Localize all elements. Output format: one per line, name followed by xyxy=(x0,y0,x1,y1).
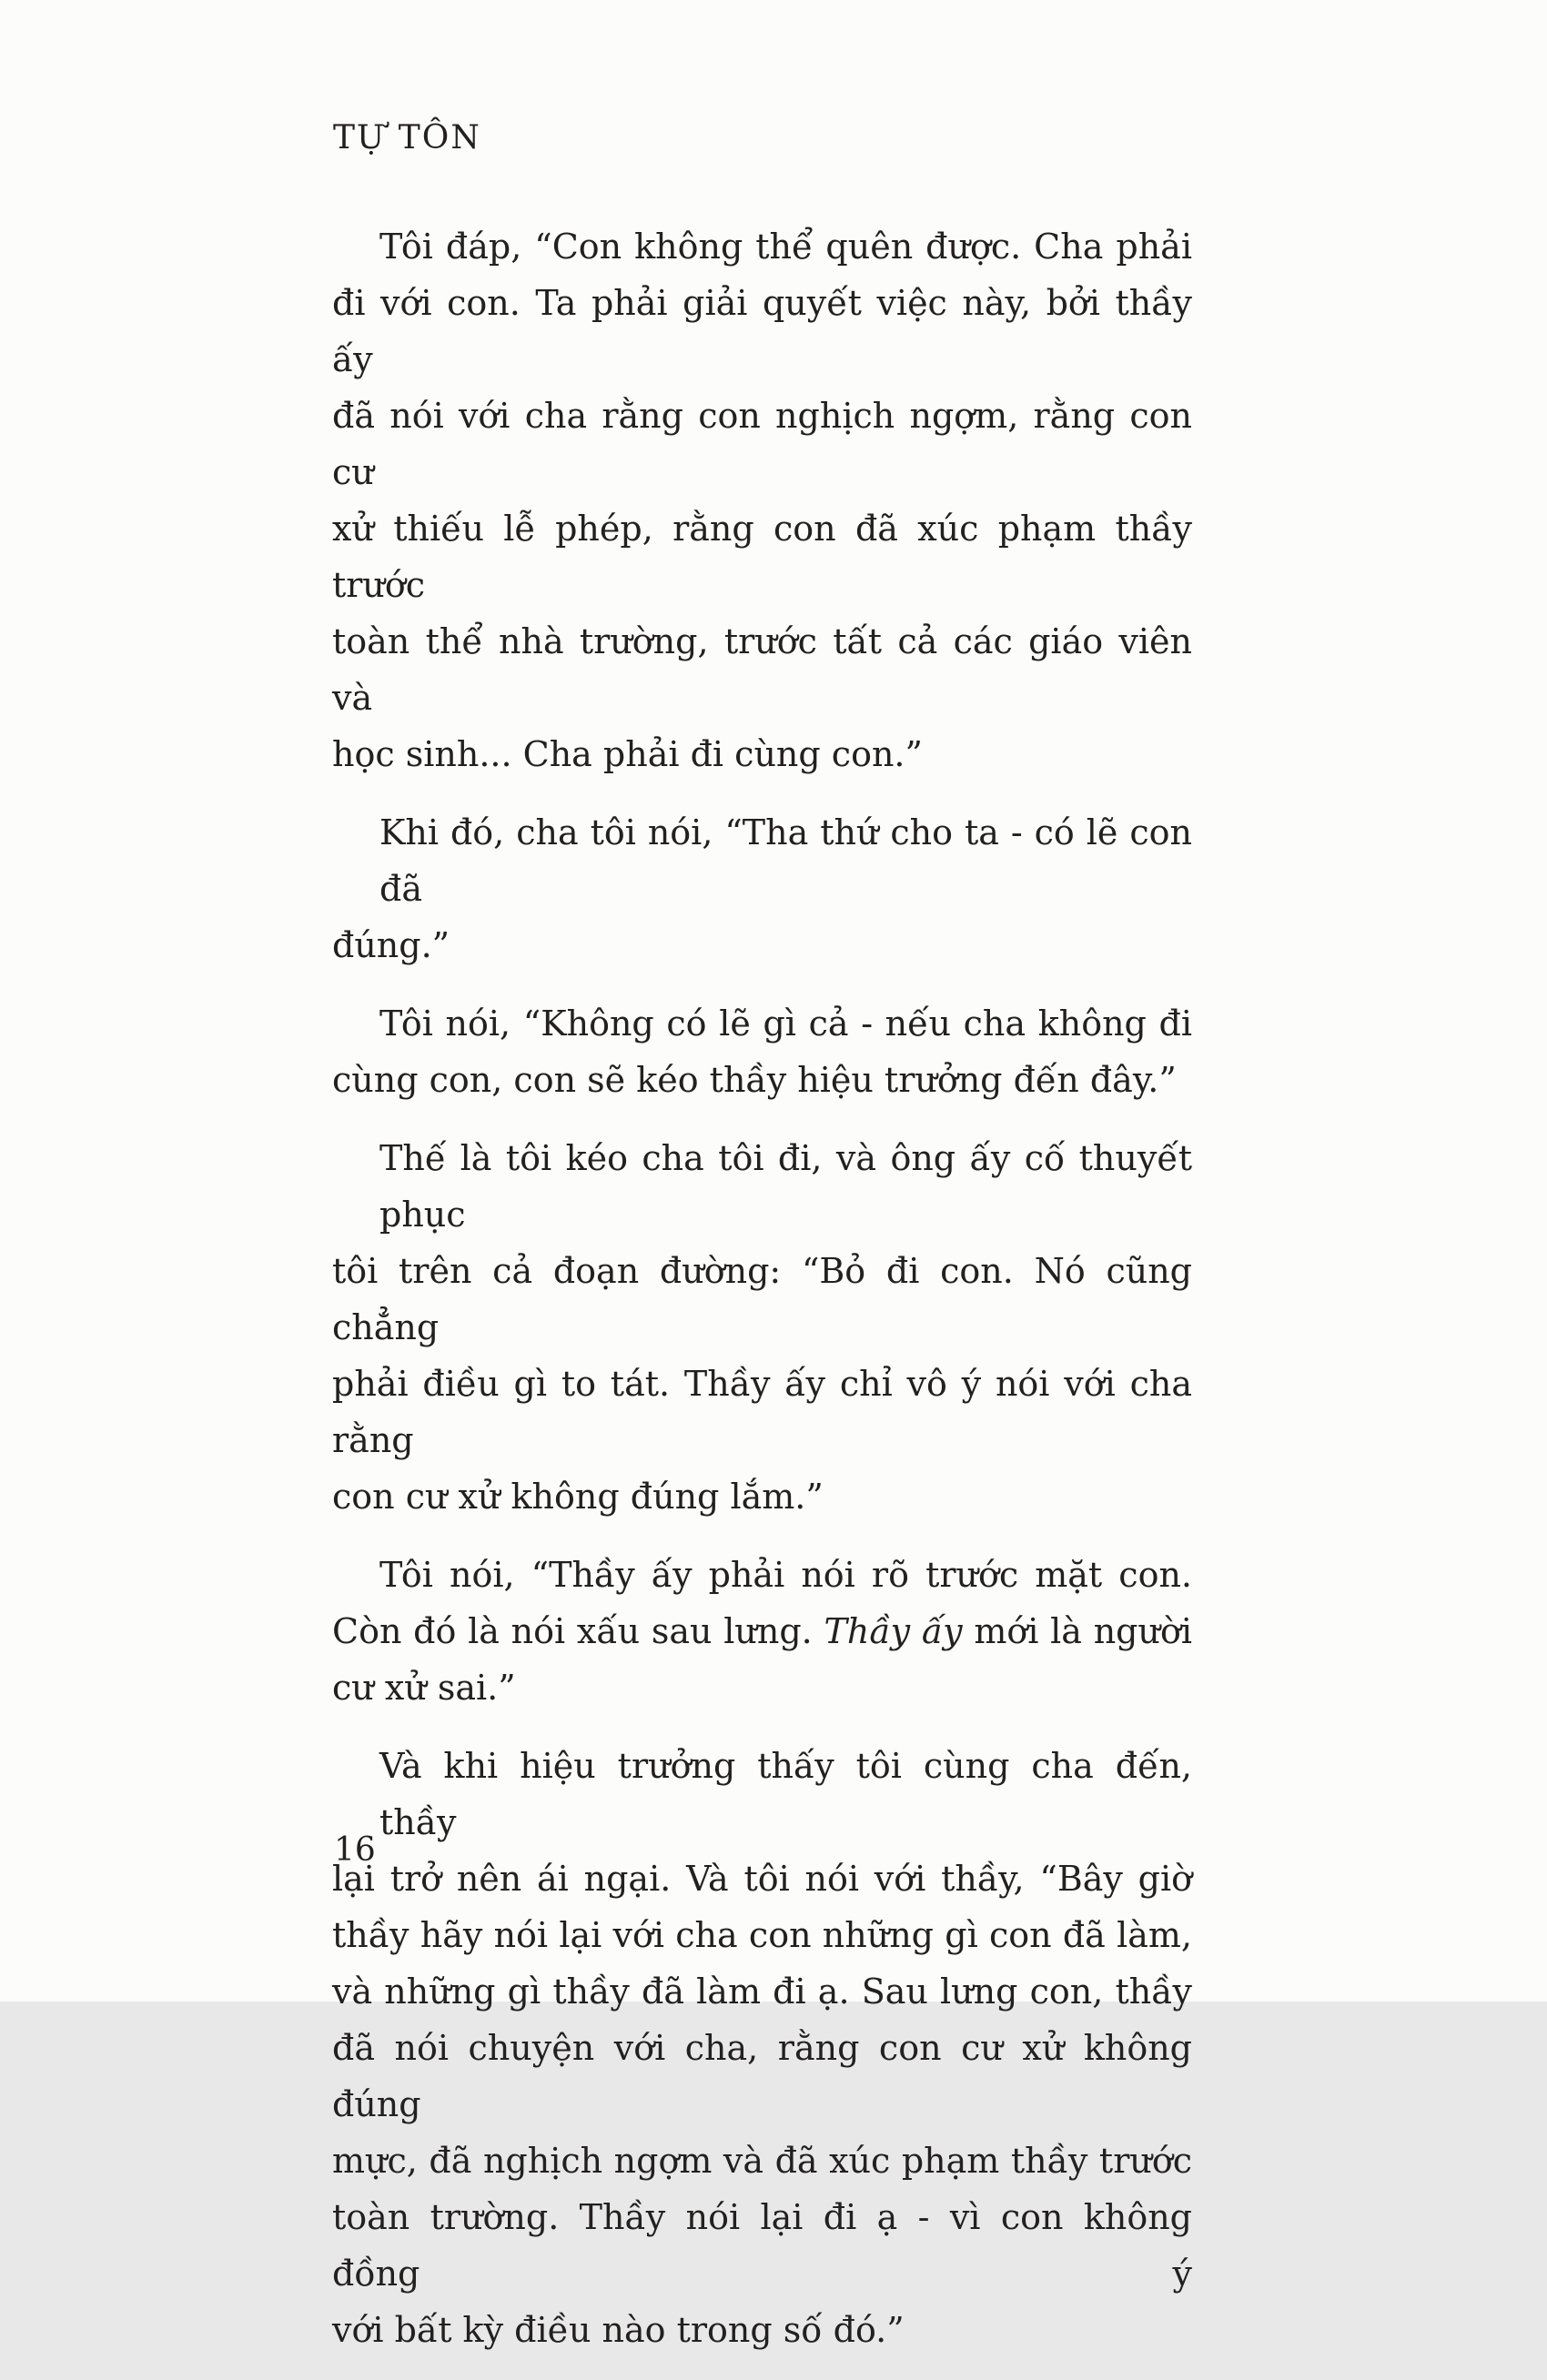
text-line xyxy=(332,388,1192,500)
text-line xyxy=(332,275,1192,388)
text-segment: đi với con. Ta phải giải quyết việc này, bởi thầy ấy xyxy=(332,283,1192,379)
text-line xyxy=(332,1851,1192,1907)
text-segment: thầy hãy nói lại với cha con những gì con đã làm, xyxy=(332,1915,1192,1955)
text-segment: với bất kỳ điều nào trong số đó.” xyxy=(332,2310,905,2350)
paragraph xyxy=(332,1738,1192,2358)
text-line xyxy=(332,1130,1192,1243)
text-line xyxy=(332,2302,1192,2358)
text-segment: Còn đó là nói xấu sau lưng. xyxy=(332,1611,824,1651)
paragraph xyxy=(332,804,1192,973)
text-line xyxy=(332,1963,1192,2020)
text-line xyxy=(332,1738,1192,1851)
text-segment: mực, đã nghịch ngợm và đã xúc phạm thầy trước xyxy=(332,2141,1192,2181)
text-segment: Tôi đáp, “Con không thể quên được. Cha phải xyxy=(379,227,1192,267)
body-text xyxy=(332,218,1192,2380)
text-line xyxy=(332,2133,1192,2189)
paragraph xyxy=(332,1547,1192,1716)
text-segment: đã nói với cha rằng con nghịch ngợm, rằng con cư xyxy=(332,396,1192,492)
text-segment: tôi trên cả đoạn đường: “Bỏ đi con. Nó cũng chẳng xyxy=(332,1251,1192,1347)
text-segment: Tôi nói, “Không có lẽ gì cả - nếu cha không đi xyxy=(379,1003,1192,1044)
text-segment: học sinh... Cha phải đi cùng con.” xyxy=(332,734,923,774)
text-line xyxy=(332,613,1192,726)
text-segment: con cư xử không đúng lắm.” xyxy=(332,1477,824,1517)
text-line xyxy=(332,1243,1192,1356)
text-segment: Khi đó, cha tôi nói, “Tha thứ cho ta - có lẽ con đã xyxy=(379,812,1192,909)
text-segment: mới là người xyxy=(962,1611,1192,1651)
text-line xyxy=(332,726,1192,782)
text-line xyxy=(332,1052,1192,1108)
text-line xyxy=(332,804,1192,917)
running-header: TỰ TÔN xyxy=(333,119,481,156)
text-segment: phải điều gì to tát. Thầy ấy chỉ vô ý nói với cha rằng xyxy=(332,1364,1192,1460)
text-segment: xử thiếu lễ phép, rằng con đã xúc phạm thầy trước xyxy=(332,509,1192,605)
text-line xyxy=(332,1907,1192,1963)
paragraph xyxy=(332,218,1192,782)
text-segment: và những gì thầy đã làm đi ạ. Sau lưng con, thầy xyxy=(332,1972,1192,2012)
text-segment: Thế là tôi kéo cha tôi đi, và ông ấy cố thuyết phục xyxy=(379,1138,1192,1235)
text-line xyxy=(332,1603,1192,1659)
text-line xyxy=(332,2189,1192,2302)
text-segment: lại trở nên ái ngại. Và tôi nói với thầy, “Bây giờ xyxy=(332,1859,1192,1899)
text-segment: toàn thể nhà trường, trước tất cả các giáo viên và xyxy=(332,621,1192,718)
text-line xyxy=(332,1659,1192,1716)
text-line xyxy=(332,500,1192,613)
text-line xyxy=(332,917,1192,973)
paragraph xyxy=(332,995,1192,1108)
text-segment: cư xử sai.” xyxy=(332,1668,516,1708)
text-line xyxy=(332,1547,1192,1603)
text-line xyxy=(332,1468,1192,1525)
text-segment: cùng con, con sẽ kéo thầy hiệu trưởng đến đây.” xyxy=(332,1060,1177,1100)
page-number: 16 xyxy=(334,1831,376,1869)
text-segment: đúng.” xyxy=(332,925,450,965)
text-segment: Tôi nói, “Thầy ấy phải nói rõ trước mặt con. xyxy=(379,1555,1192,1595)
text-line xyxy=(332,218,1192,275)
text-line xyxy=(332,2020,1192,2133)
text-segment: toàn trường. Thầy nói lại đi ạ - vì con không đồng ý xyxy=(332,2197,1192,2294)
text-line xyxy=(332,995,1192,1052)
text-segment: đã nói chuyện với cha, rằng con cư xử không đúng xyxy=(332,2028,1192,2124)
text-line xyxy=(332,1356,1192,1468)
paragraph xyxy=(332,1130,1192,1525)
italic-text-segment: Thầy ấy xyxy=(824,1611,963,1651)
text-segment: Và khi hiệu trưởng thấy tôi cùng cha đến, thầy xyxy=(379,1746,1192,1842)
